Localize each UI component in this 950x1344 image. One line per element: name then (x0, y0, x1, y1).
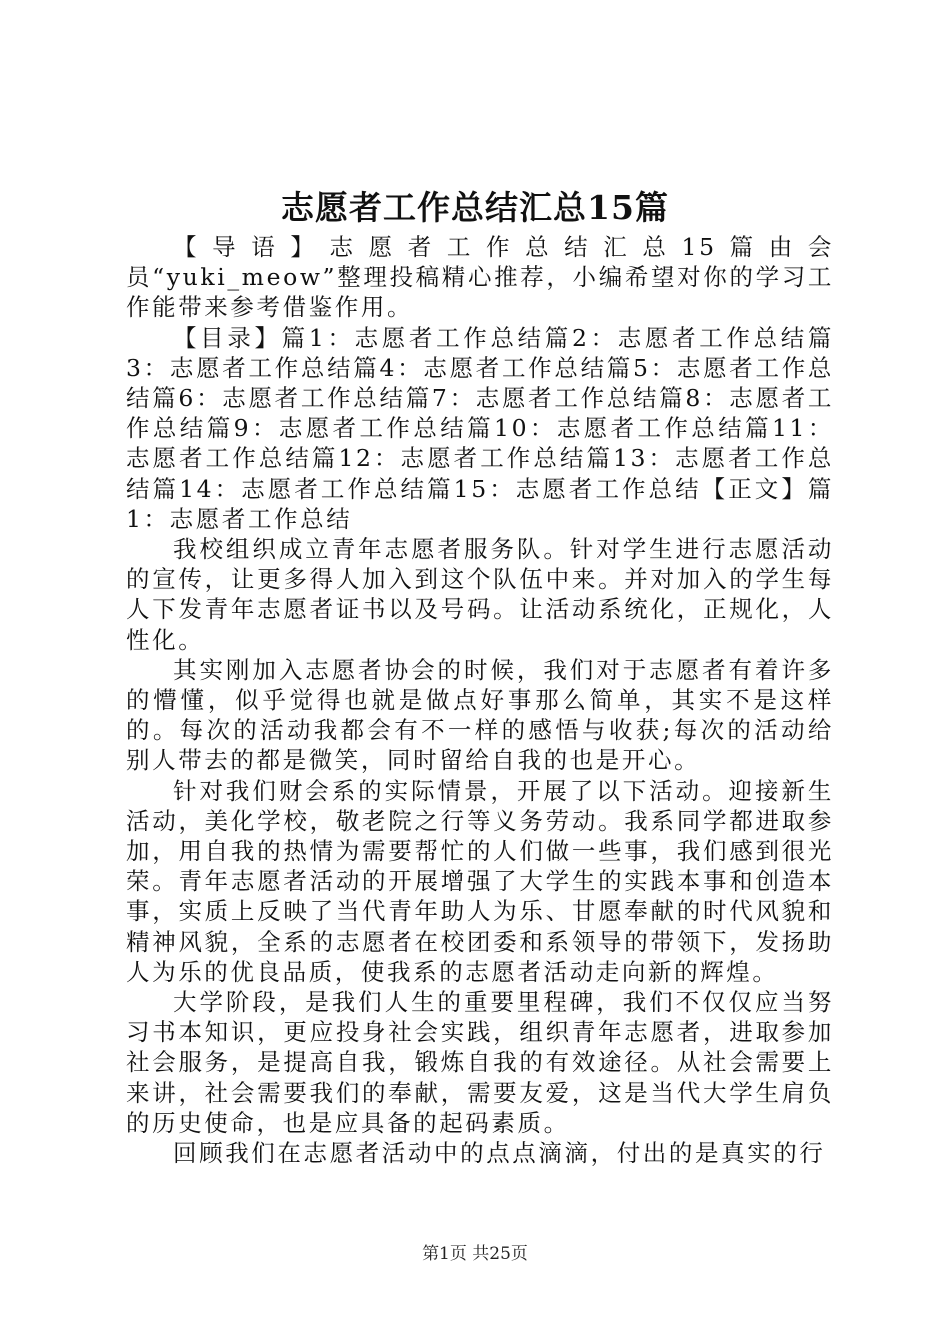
paragraph: 其实刚加入志愿者协会的时候，我们对于志愿者有着许多的懵懂，似乎觉得也就是做点好事那么简单，其实不是这样的。每次的活动我都会有不一样的感悟与收获;每次的活动给别人带去的都是微笑，同时留给自我的也是开心。 (126, 655, 834, 775)
paragraph-intro: 【导语】志愿者工作总结汇总15篇由会员“yuki_meow”整理投稿精心推荐，小编希望对你的学习工作能带来参考借鉴作用。 (126, 233, 834, 322)
paragraph: 我校组织成立青年志愿者服务队。针对学生进行志愿活动的宣传，让更多得人加入到这个队伍中来。并对加入的学生每人下发青年志愿者证书以及号码。让活动系统化，正规化，人性化。 (126, 535, 834, 654)
paragraph-toc: 【目录】篇1：志愿者工作总结篇2：志愿者工作总结篇3：志愿者工作总结篇4：志愿者工作总结篇5：志愿者工作总结篇6：志愿者工作总结篇7：志愿者工作总结篇8：志愿者工作总结篇9：志愿者工作总结篇10：志愿者工作总结篇11：志愿者工作总结篇12：志愿者工作总结篇13：志愿者工作总结篇14：志愿者工作总结篇15：志愿者工作总结【正文】篇1：志愿者工作总结 (126, 323, 834, 533)
paragraph: 针对我们财会系的实际情景，开展了以下活动。迎接新生活动，美化学校，敬老院之行等义务劳动。我系同学都进取参加，用自我的热情为需要帮忙的人们做一些事，我们感到很光荣。青年志愿者活动的开展增强了大学生的实践本事和创造本事，实质上反映了当代青年助人为乐、甘愿奉献的时代风貌和精神风貌，全系的志愿者在校团委和系领导的带领下，发扬助人为乐的优良品质，使我系的志愿者活动走向新的辉煌。 (126, 776, 834, 986)
document-title: 志愿者工作总结汇总15篇 (281, 188, 669, 227)
paragraph: 回顾我们在志愿者活动中的点点滴滴，付出的是真实的行 (173, 1139, 826, 1168)
paragraph: 大学阶段，是我们人生的重要里程碑，我们不仅仅应当努习书本知识，更应投身社会实践，组织青年志愿者，进取参加社会服务，是提高自我，锻炼自我的有效途径。从社会需要上来讲，社会需要我们的奉献，需要友爱，这是当代大学生肩负的历史使命，也是应具备的起码素质。 (126, 988, 834, 1137)
document-body (126, 232, 834, 1168)
page-footer: 第1页 共25页 (422, 1244, 528, 1264)
